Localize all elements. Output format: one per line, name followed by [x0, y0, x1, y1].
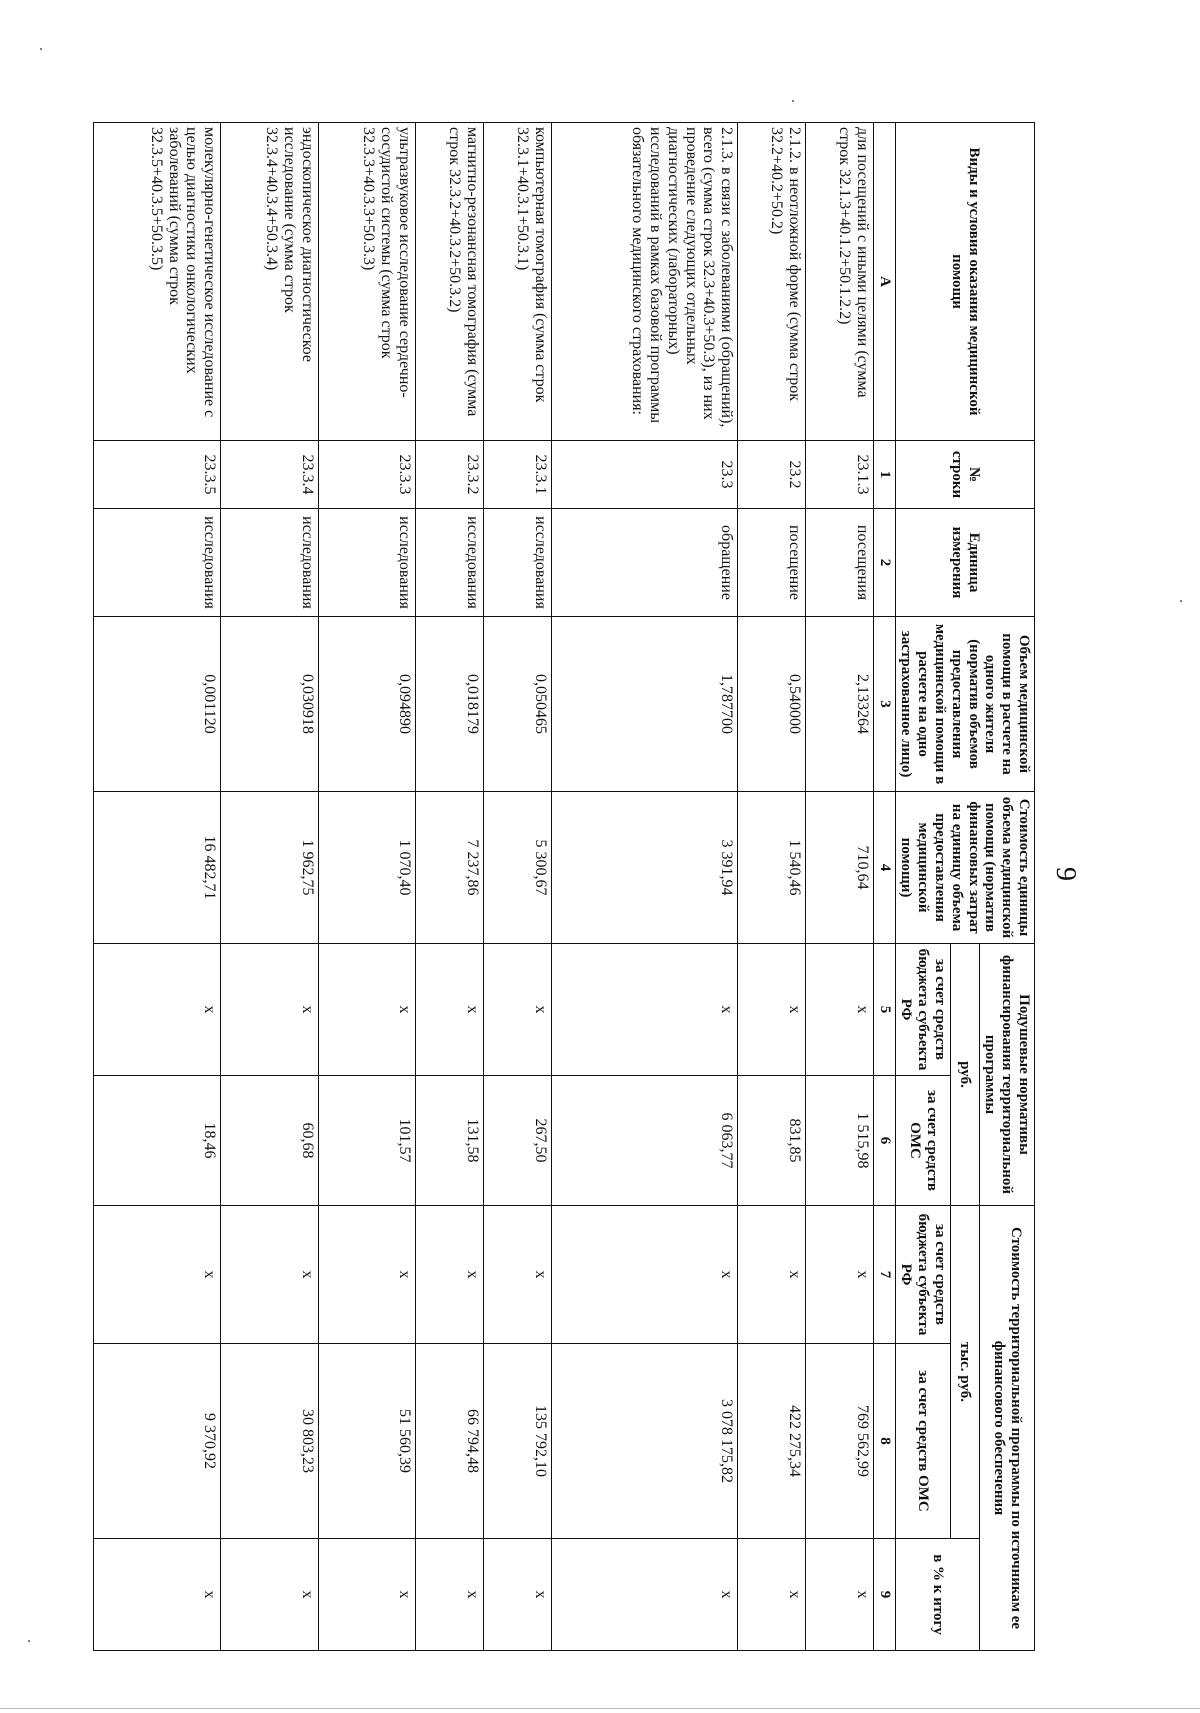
row-unit: исследования	[416, 509, 484, 617]
header-oms-norm: за счет средств ОМС	[895, 1076, 950, 1206]
row-percent: x	[94, 1539, 221, 1651]
row-budget-norm: x	[738, 944, 806, 1076]
table-row	[318, 123, 415, 1651]
row-number: 23.3.2	[416, 441, 484, 509]
row-oms-total: 3 078 175,82	[551, 1344, 738, 1539]
row-name: эндоскопическое диагностическое исследование (сумма строк 32.3.4+40.3.4+50.3.4)	[221, 123, 318, 441]
row-volume: 0,030918	[221, 617, 318, 792]
row-number: 23.1.3	[806, 441, 874, 509]
scan-speck	[28, 1640, 30, 1642]
row-budget-norm: x	[221, 944, 318, 1076]
index-cell: 2	[873, 509, 895, 617]
row-unit: обращение	[551, 509, 738, 617]
row-cost: 1 962,75	[221, 792, 318, 944]
row-number: 23.3.5	[94, 441, 221, 509]
table-row	[94, 123, 221, 1651]
row-name: для посещений с иными целями (сумма строк 32.1.3+40.1.2+50.1.2.2)	[806, 123, 874, 441]
row-budget-norm: x	[318, 944, 415, 1076]
page-number: 9	[1050, 867, 1081, 881]
header-unit-thousand: тыс. руб.	[951, 1206, 980, 1539]
row-oms-total: 135 792,10	[484, 1344, 552, 1539]
row-oms-total: 30 803,23	[221, 1344, 318, 1539]
row-number: 23.2	[738, 441, 806, 509]
row-cost: 5 300,67	[484, 792, 552, 944]
row-name: ультразвуковое исследование сердечно-сосудистой системы (сумма строк 32.3.3+40.3.3+50.3.3)	[318, 123, 415, 441]
row-budget-total: x	[416, 1206, 484, 1344]
row-percent: x	[416, 1539, 484, 1651]
row-volume: 0,540000	[738, 617, 806, 792]
header-cost-group: Стоимость территориальной программы по источникам ее финансового обеспечения	[979, 1206, 1034, 1651]
row-oms-norm: 60,68	[221, 1076, 318, 1206]
index-cell: 6	[873, 1076, 895, 1206]
row-unit: исследования	[94, 509, 221, 617]
header-norm-group: Подушевые нормативы финансирования территориальной программы	[979, 944, 1034, 1206]
header-unit-rub: руб.	[951, 944, 980, 1206]
row-oms-norm: 267,50	[484, 1076, 552, 1206]
table-row	[806, 123, 874, 1651]
scan-speck	[40, 48, 42, 50]
row-oms-norm: 831,85	[738, 1076, 806, 1206]
row-number: 23.3.4	[221, 441, 318, 509]
row-budget-norm: x	[806, 944, 874, 1076]
header-unit-cost: Стоимость единицы объема медицинской помощи (норматив финансовых затрат на единицу объема предоставления медицинской помощи)	[895, 792, 1034, 944]
row-oms-norm: 101,57	[318, 1076, 415, 1206]
row-percent: x	[806, 1539, 874, 1651]
row-unit: посещения	[806, 509, 874, 617]
row-percent: x	[221, 1539, 318, 1651]
row-oms-total: 9 370,92	[94, 1344, 221, 1539]
header-kinds: Виды и условия оказания медицинской помощи	[895, 123, 1034, 441]
index-cell: 7	[873, 1206, 895, 1344]
row-volume: 0,018179	[416, 617, 484, 792]
row-name: 2.1.3. в связи с заболеваниями (обращений), всего (сумма строк 32.3+40.3+50.3), из них проведение следующих отдельных диагностических (лабораторных) исследований в рамках базовой программы обязательного медицинского страхования:	[551, 123, 738, 441]
row-name: магнитно-резонансная томография (сумма строк 32.3.2+40.3.2+50.3.2)	[416, 123, 484, 441]
header-unit: Единица измерения	[895, 509, 1034, 617]
header-percent: в % к итогу	[895, 1539, 979, 1651]
row-oms-norm: 1 515,98	[806, 1076, 874, 1206]
header-volume: Объем медицинской помощи в расчете на одного жителя (норматив объемов предоставления медицинской помощи в расчете на одно застрахованное лицо)	[895, 617, 1034, 792]
header-row-number: № строки	[895, 441, 1034, 509]
row-percent: x	[738, 1539, 806, 1651]
row-oms-total: 422 275,34	[738, 1344, 806, 1539]
row-budget-total: x	[318, 1206, 415, 1344]
row-oms-norm: 18,46	[94, 1076, 221, 1206]
row-budget-total: x	[738, 1206, 806, 1344]
row-unit: исследования	[221, 509, 318, 617]
header-budget-norm: за счет средств бюджета субъекта РФ	[895, 944, 950, 1076]
index-cell: 9	[873, 1539, 895, 1651]
table-row	[221, 123, 318, 1651]
row-budget-norm: x	[416, 944, 484, 1076]
index-cell: 5	[873, 944, 895, 1076]
row-name: молекулярно-генетическое исследование с целью диагностики онкологических заболеваний (сумма строк 32.3.5+40.3.5+50.3.5)	[94, 123, 221, 441]
row-name: 2.1.2. в неотложной форме (сумма строк 32.2+40.2+50.2)	[738, 123, 806, 441]
row-oms-total: 51 560,39	[318, 1344, 415, 1539]
row-budget-norm: x	[94, 944, 221, 1076]
header-oms-total: за счет средств ОМС	[895, 1344, 950, 1539]
row-number: 23.3.3	[318, 441, 415, 509]
row-percent: x	[484, 1539, 552, 1651]
row-budget-total: x	[484, 1206, 552, 1344]
row-oms-total: 66 794,48	[416, 1344, 484, 1539]
row-budget-total: x	[551, 1206, 738, 1344]
row-volume: 0,050465	[484, 617, 552, 792]
row-unit: исследования	[318, 509, 415, 617]
row-budget-total: x	[806, 1206, 874, 1344]
row-number: 23.3.1	[484, 441, 552, 509]
row-percent: x	[318, 1539, 415, 1651]
row-cost: 7 237,86	[416, 792, 484, 944]
rotated-table-container	[100, 122, 1035, 1650]
row-budget-total: x	[221, 1206, 318, 1344]
index-cell: 3	[873, 617, 895, 792]
row-cost: 16 482,71	[94, 792, 221, 944]
index-cell: 1	[873, 441, 895, 509]
index-cell: 4	[873, 792, 895, 944]
row-budget-total: x	[94, 1206, 221, 1344]
scan-speck	[1180, 600, 1182, 602]
row-unit: посещение	[738, 509, 806, 617]
row-volume: 2,133264	[806, 617, 874, 792]
table-row	[738, 123, 806, 1651]
row-volume: 1,787700	[551, 617, 738, 792]
row-cost: 710,64	[806, 792, 874, 944]
row-number: 23.3	[551, 441, 738, 509]
row-oms-norm: 6 063,77	[551, 1076, 738, 1206]
row-volume: 0,094890	[318, 617, 415, 792]
row-oms-norm: 131,58	[416, 1076, 484, 1206]
row-cost: 1 070,40	[318, 792, 415, 944]
table-row	[484, 123, 552, 1651]
row-percent: x	[551, 1539, 738, 1651]
scan-edge-line	[0, 1708, 1200, 1709]
row-cost: 1 540,46	[738, 792, 806, 944]
table-row	[416, 123, 484, 1651]
table-row	[551, 123, 738, 1651]
row-oms-total: 769 562,99	[806, 1344, 874, 1539]
index-cell: А	[873, 123, 895, 441]
header-budget-total: за счет средств бюджета субъекта РФ	[895, 1206, 950, 1344]
financing-table	[93, 122, 1035, 1651]
row-name: компьютерная томография (сумма строк 32.3.1+40.3.1+50.3.1)	[484, 123, 552, 441]
index-cell: 8	[873, 1344, 895, 1539]
row-budget-norm: x	[551, 944, 738, 1076]
row-cost: 3 391,94	[551, 792, 738, 944]
row-volume: 0,001120	[94, 617, 221, 792]
scan-speck	[792, 100, 794, 102]
row-budget-norm: x	[484, 944, 552, 1076]
row-unit: исследования	[484, 509, 552, 617]
